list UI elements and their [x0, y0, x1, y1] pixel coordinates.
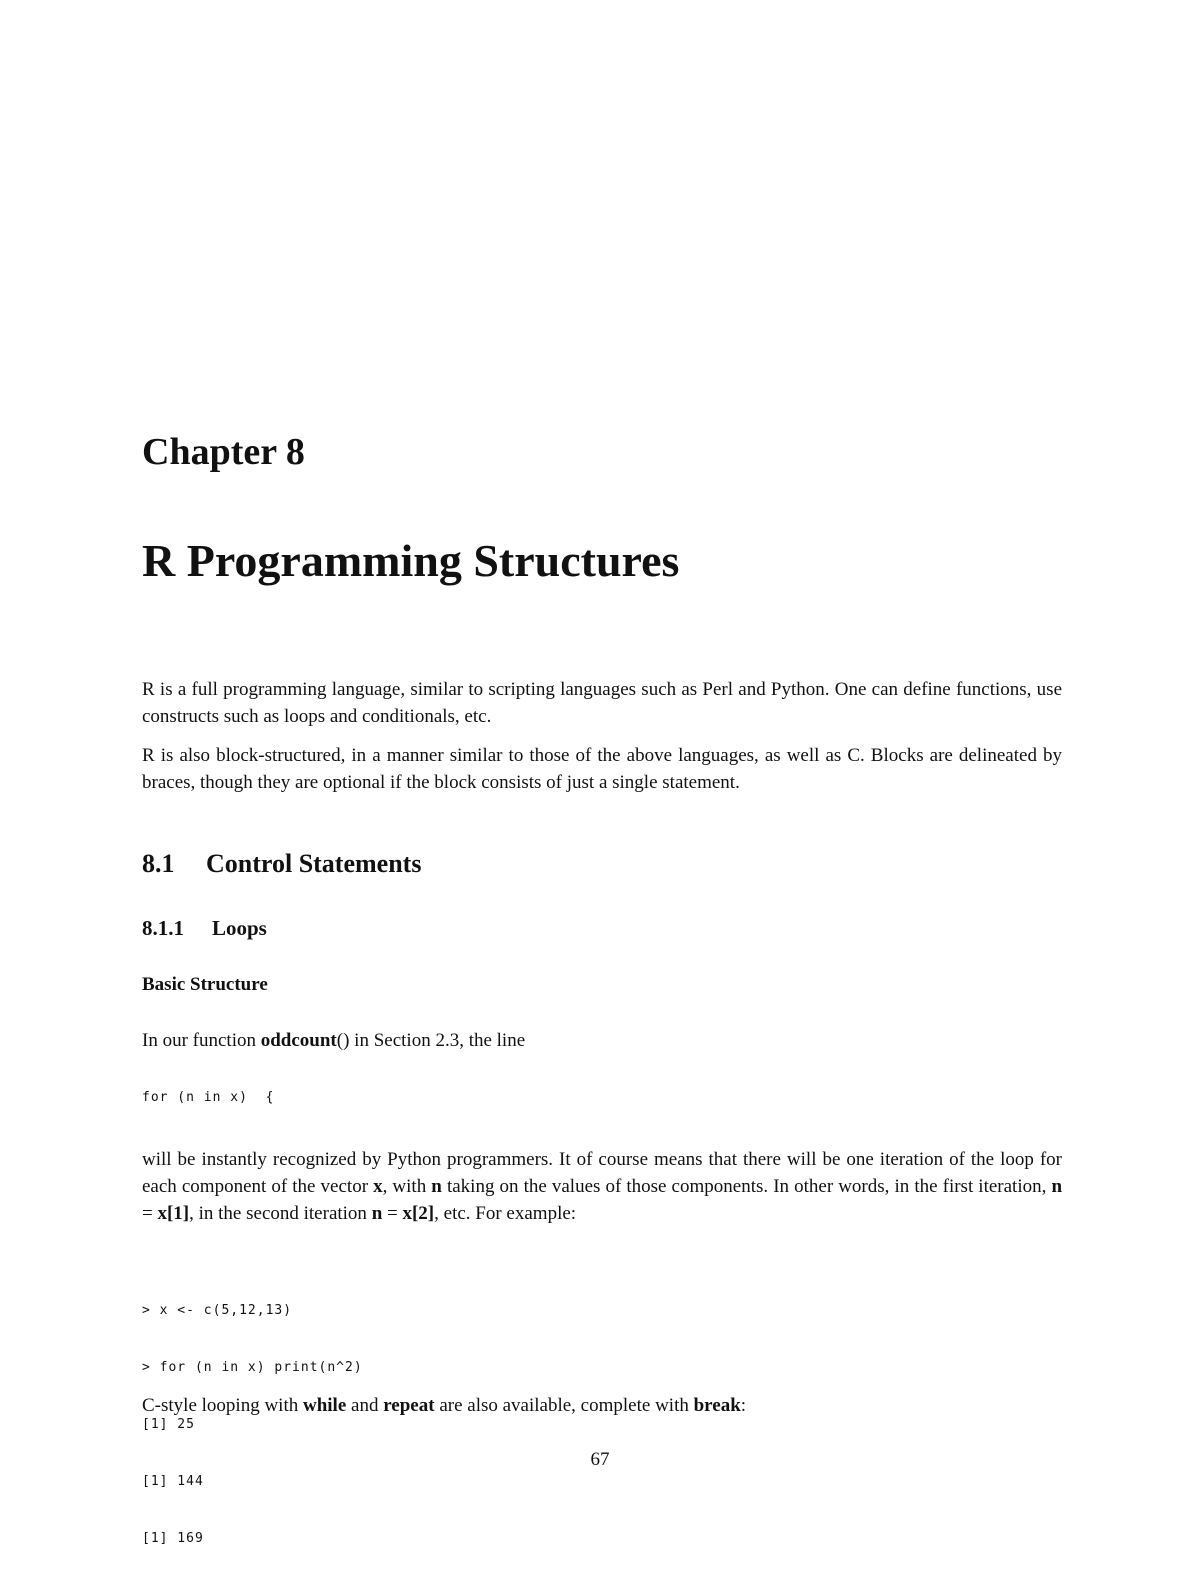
code-line: > x <- c(5,12,13)	[142, 1303, 293, 1318]
cstyle-paragraph	[142, 1392, 1062, 1419]
python-paragraph	[142, 1146, 1062, 1227]
code-term: x[1]	[157, 1203, 190, 1224]
keyword: repeat	[383, 1395, 435, 1416]
code-line: [1] 25	[142, 1417, 195, 1432]
function-name: oddcount	[260, 1030, 337, 1051]
text-run: , etc. For example:	[434, 1203, 577, 1224]
chapter-title: R Programming Structures	[142, 535, 680, 586]
code-term: x	[373, 1176, 383, 1197]
code-term: x[2]	[402, 1203, 435, 1224]
code-term: n	[371, 1203, 383, 1224]
keyword: break	[693, 1395, 741, 1416]
section-title: Control Statements	[206, 849, 422, 878]
section-number: 8.1	[142, 849, 175, 878]
subsection-title: Loops	[212, 916, 267, 940]
code-block-example	[142, 1263, 363, 1586]
code-term: n	[431, 1176, 442, 1197]
text-run: C-style looping with	[142, 1395, 303, 1416]
text-run: , with	[382, 1176, 432, 1197]
page-number: 67	[590, 1449, 610, 1470]
text-run: and	[346, 1395, 384, 1416]
text-run: , in the second iteration	[189, 1203, 372, 1224]
subsection-heading	[142, 914, 267, 942]
text-run: =	[142, 1203, 158, 1224]
text-run: () in Section 2.3, the line	[336, 1030, 526, 1051]
intro-paragraph-1: R is a full programming language, similar to scripting languages such as Perl and Python. One can define functions, use constructs such as loops and conditionals, etc.	[142, 679, 1062, 727]
chapter-label: Chapter 8	[142, 431, 305, 473]
paragraph-heading: Basic Structure	[142, 974, 268, 995]
text-run: =	[382, 1203, 403, 1224]
text-run: are also available, complete with	[434, 1395, 694, 1416]
text-run: will be instantly recognized by Python programmers. It of course means that there will be one iteration of the loop for each component of the vector	[142, 1149, 1062, 1197]
code-line: > for (n in x) print(n^2)	[142, 1360, 363, 1375]
code-term: n	[1051, 1176, 1063, 1197]
code-block-for-loop: for (n in x) {	[142, 1090, 275, 1105]
text-run: In our function	[142, 1030, 261, 1051]
section-heading	[142, 847, 421, 881]
subsection-number: 8.1.1	[142, 916, 184, 940]
intro-paragraph-2: R is also block-structured, in a manner similar to those of the above languages, as well as C. Blocks are delineated by braces, though they are optional if the block consists of just a single statement.	[142, 745, 1062, 793]
code-line: [1] 144	[142, 1474, 204, 1489]
oddcount-paragraph	[142, 1027, 1062, 1054]
code-line: [1] 169	[142, 1531, 204, 1546]
keyword: while	[302, 1395, 347, 1416]
text-run: taking on the values of those components. In other words, in the first iteration,	[441, 1176, 1052, 1197]
text-run: :	[740, 1395, 747, 1416]
